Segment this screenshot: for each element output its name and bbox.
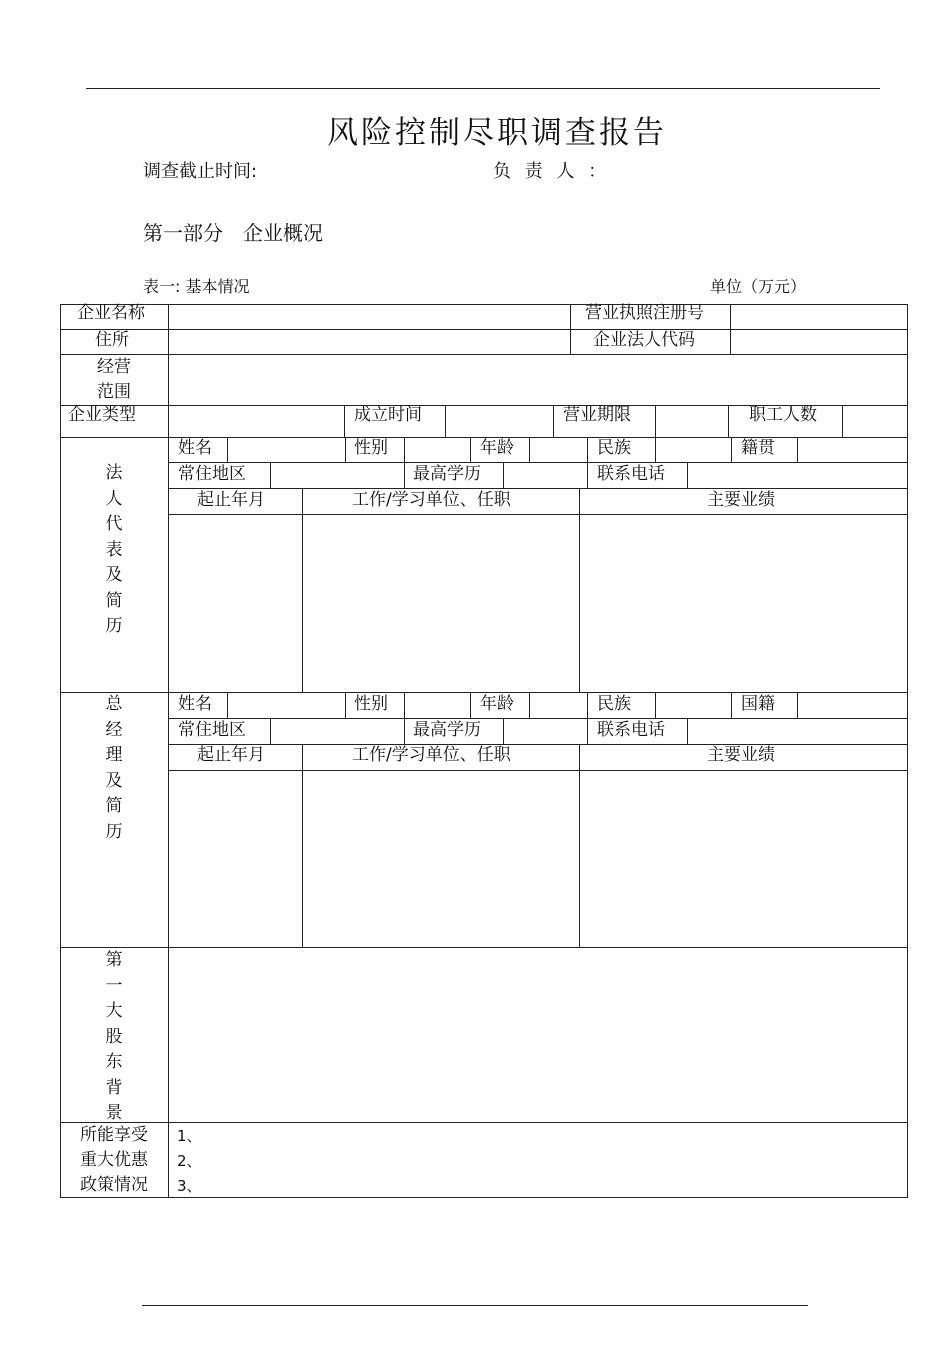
cell-divider (553, 405, 554, 437)
row-line (168, 488, 908, 489)
footer-rule (142, 1305, 808, 1306)
legal-rep-achievements-header: 主要业绩 (707, 490, 775, 510)
cell-divider (344, 405, 345, 437)
cell-divider (227, 437, 228, 462)
cell-divider (687, 718, 688, 744)
cell-divider (345, 692, 346, 718)
cell-divider (587, 692, 588, 718)
cell-divider (302, 744, 303, 947)
cell-divider (404, 437, 405, 462)
gm-achievements-header: 主要业绩 (707, 745, 775, 765)
row-line (168, 462, 908, 463)
cell-divider (503, 462, 504, 488)
cell-divider (655, 692, 656, 718)
company-name-label: 企业名称 (77, 303, 145, 323)
row-line (168, 718, 908, 719)
row-line (60, 1122, 908, 1123)
cell-divider (404, 718, 405, 744)
cell-divider (270, 462, 271, 488)
table-caption: 表一: 基本情况 (143, 277, 250, 296)
business-scope-label: 经营 范围 (97, 357, 131, 402)
cell-divider (302, 488, 303, 692)
license-number-label: 营业执照注册号 (585, 303, 704, 323)
legal-rep-residence-label: 常住地区 (178, 464, 246, 484)
cell-divider (570, 304, 571, 354)
gm-phone-label: 联系电话 (597, 720, 665, 740)
policy-items: 1、 2、 3、 (177, 1127, 202, 1195)
legal-rep-education-label: 最高学历 (413, 464, 481, 484)
section-heading: 第一部分 企业概况 (143, 221, 323, 245)
row-line (168, 514, 908, 515)
cell-divider (579, 488, 580, 692)
cell-divider (730, 304, 731, 354)
gm-ethnicity-label: 民族 (597, 694, 631, 714)
gm-section-label: 总 经 理 及 简 历 (105, 694, 123, 842)
cell-divider (345, 437, 346, 462)
cell-divider (731, 692, 732, 718)
cell-divider (445, 405, 446, 437)
header-rule (86, 88, 880, 89)
legal-rep-phone-label: 联系电话 (597, 464, 665, 484)
gm-period-header: 起止年月 (197, 745, 265, 765)
established-label: 成立时间 (354, 405, 422, 425)
business-term-label: 营业期限 (563, 405, 631, 425)
gm-gender-label: 性别 (354, 694, 388, 714)
legal-rep-name-label: 姓名 (178, 438, 212, 458)
cell-divider (587, 462, 588, 488)
gm-name-label: 姓名 (178, 694, 212, 714)
row-line (60, 692, 908, 693)
cell-divider (503, 718, 504, 744)
cell-divider (529, 692, 530, 718)
cell-divider (655, 437, 656, 462)
cell-divider (797, 692, 798, 718)
cell-divider (270, 718, 271, 744)
cell-divider (404, 462, 405, 488)
row-line (60, 354, 908, 355)
cell-divider (227, 692, 228, 718)
largest-shareholder-label: 第 一 大 股 东 背 景 (105, 950, 123, 1123)
unit-label: 单位（万元） (710, 277, 807, 296)
cell-divider (731, 437, 732, 462)
cell-divider (687, 462, 688, 488)
gm-education-label: 最高学历 (413, 720, 481, 740)
cell-divider (587, 437, 588, 462)
gm-work-header: 工作/学习单位、任职 (352, 745, 511, 765)
gm-nationality-label: 国籍 (741, 694, 775, 714)
cell-divider (470, 437, 471, 462)
document-title: 风险控制尽职调查报告 (327, 115, 667, 151)
label-column-divider (168, 304, 169, 1198)
company-type-label: 企业类型 (68, 405, 136, 425)
legal-code-label: 企业法人代码 (593, 330, 695, 350)
legal-rep-work-header: 工作/学习单位、任职 (352, 490, 511, 510)
cell-divider (579, 744, 580, 947)
cell-divider (404, 692, 405, 718)
cell-divider (842, 405, 843, 437)
cutoff-date-label: 调查截止时间: (143, 161, 258, 182)
legal-rep-age-label: 年龄 (480, 438, 514, 458)
cell-divider (655, 405, 656, 437)
legal-rep-period-header: 起止年月 (197, 490, 265, 510)
row-line (60, 329, 908, 330)
cell-divider (728, 405, 729, 437)
legal-rep-gender-label: 性别 (354, 438, 388, 458)
policy-label: 所能享受 重大优惠 政策情况 (80, 1125, 148, 1195)
row-line (168, 744, 908, 745)
row-line (168, 770, 908, 771)
gm-age-label: 年龄 (480, 694, 514, 714)
employees-label: 职工人数 (749, 405, 817, 425)
legal-rep-ethnicity-label: 民族 (597, 438, 631, 458)
row-line (60, 947, 908, 948)
owner-label: 负 责 人 ： (493, 161, 611, 182)
legal-rep-origin-label: 籍贯 (741, 438, 775, 458)
gm-residence-label: 常住地区 (178, 720, 246, 740)
cell-divider (529, 437, 530, 462)
legal-rep-section-label: 法 人 代 表 及 简 历 (105, 463, 123, 636)
cell-divider (587, 718, 588, 744)
cell-divider (797, 437, 798, 462)
cell-divider (470, 692, 471, 718)
address-label: 住所 (95, 330, 129, 350)
